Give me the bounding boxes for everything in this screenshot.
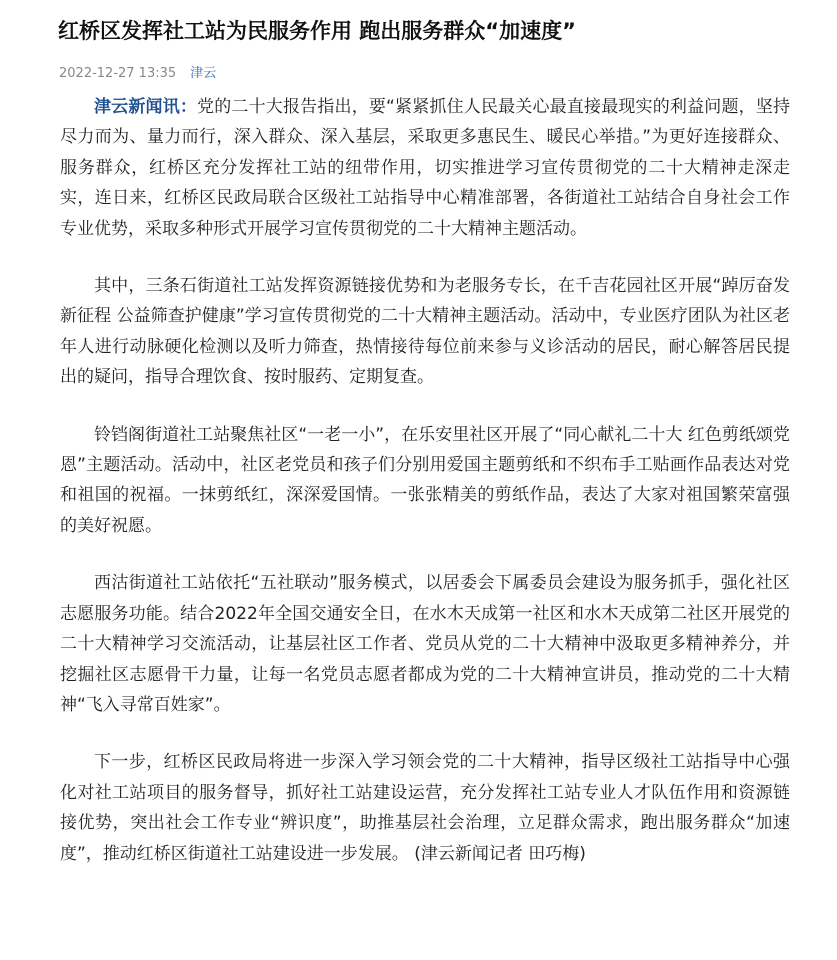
paragraph-1-text: 党的二十大报告指出，要“紧紧抓住人民最关心最直接最现实的利益问题，坚持尽力而为、量力而行，深入群众、深入基层，采取更多惠民生、暖民心举措。”为更好连接群众、服务群众，红桥区充分发挥社工站的纽带作用，切实推进学习宣传贯彻党的二十大精神走深走实，连日来，红桥区民政局联合区级社工站指导中心精准部署，各街道社工站结合自身社会工作专业优势，采取多种形式开展学习宣传贯彻党的二十大精神主题活动。 (60, 97, 790, 239)
paragraph-3: 铃铛阁街道社工站聚焦社区“一老一小”，在乐安里社区开展了“同心献礼二十大 红色剪纸颂党恩”主题活动。活动中，社区老党员和孩子们分别用爱国主题剪纸和不织布手工贴画作品表达对党和祖国的祝福。一抹剪纸红，深深爱国情。一张张精美的剪纸作品，表达了大家对祖国繁荣富强的美好祝愿。 (60, 424, 790, 536)
article-meta (59, 64, 216, 84)
source-link[interactable]: 津云 (190, 66, 217, 81)
article-body (60, 92, 790, 896)
paragraph-4: 西沽街道社工站依托“五社联动”服务模式，以居委会下属委员会建设为服务抓手，强化社区志愿服务功能。结合2022年全国交通安全日，在水木天成第一社区和水木天成第二社区开展党的二十大精神学习交流活动，让基层社区工作者、党员从党的二十大精神中汲取更多精神养分，并挖掘社区志愿骨干力量，让每一名党员志愿者都成为党的二十大精神宣讲员，推动党的二十大精神“飞入寻常百姓家”。 (60, 573, 790, 715)
paragraph-2: 其中，三条石街道社工站发挥资源链接优势和为老服务专长，在千吉花园社区开展“踔厉奋发新征程 公益筛查护健康”学习宣传贯彻党的二十大精神主题活动。活动中，专业医疗团队为社区老年人进行动脉硬化检测以及听力筛查，热情接待每位前来参与义诊活动的居民，耐心解答居民提出的疑问，指导合理饮食、按时服药、定期复查。 (60, 276, 790, 388)
paragraph-1 (60, 92, 790, 244)
article-title: 红桥区发挥社工站为民服务作用 跑出服务群众“加速度” (58, 19, 576, 43)
lead-label: 津云新闻讯： (94, 97, 198, 117)
paragraph-5: 下一步，红桥区民政局将进一步深入学习领会党的二十大精神，指导区级社工站指导中心强化对社工站项目的服务督导，抓好社工站建设运营，充分发挥社工站专业人才队伍作用和资源链接优势，突出社会工作专业“辨识度”，助推基层社会治理，立足群众需求，跑出服务群众“加速度”，推动红桥区街道社工站建设进一步发展。 (津云新闻记者 田巧梅) (60, 752, 790, 864)
publish-datetime: 2022-12-27 13:35 (59, 66, 177, 81)
